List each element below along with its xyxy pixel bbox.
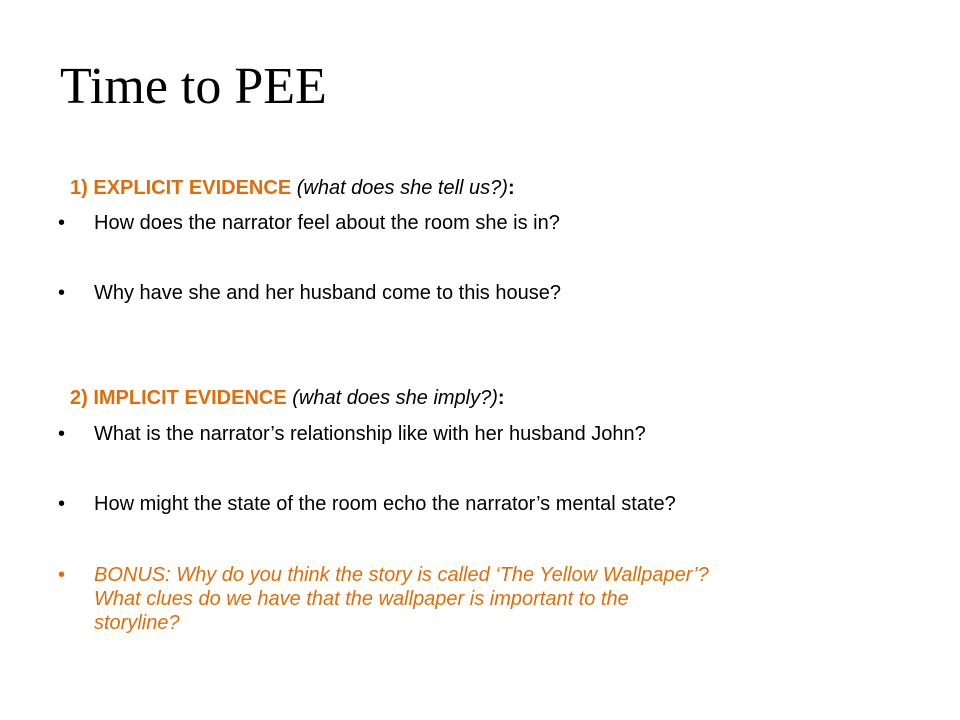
bonus-text <box>94 563 918 635</box>
bullet-text: What is the narrator’s relationship like with her husband John? <box>94 423 646 445</box>
implicit-evidence-label: 2) IMPLICIT EVIDENCE <box>70 387 287 409</box>
bullet-point-icon: • <box>58 282 66 304</box>
bonus-line-1: BONUS: Why do you think the story is called ‘The Yellow Wallpaper’? <box>94 564 709 586</box>
bonus-line-2: What clues do we have that the wallpaper is important to the <box>94 588 629 610</box>
implicit-bullet-1 <box>58 422 918 446</box>
bonus-line-3: storyline? <box>94 612 180 634</box>
bullet-point-icon: • <box>58 212 66 234</box>
explicit-evidence-heading <box>70 176 515 200</box>
bullet-text: Why have she and her husband come to this house? <box>94 282 561 304</box>
bonus-bullet <box>58 563 918 635</box>
slide-title: Time to PEE <box>60 58 327 115</box>
explicit-evidence-label: 1) EXPLICIT EVIDENCE <box>70 177 292 199</box>
bullet-text: How does the narrator feel about the room she is in? <box>94 212 560 234</box>
implicit-evidence-colon: : <box>497 387 505 409</box>
bullet-point-icon: • <box>58 493 66 515</box>
implicit-bullet-2 <box>58 492 918 516</box>
explicit-evidence-colon: : <box>507 177 515 199</box>
explicit-bullet-2 <box>58 281 918 305</box>
implicit-evidence-hint: (what does she imply?) <box>292 387 498 409</box>
bullet-point-icon: • <box>58 564 66 586</box>
explicit-bullet-1 <box>58 211 918 235</box>
explicit-evidence-hint: (what does she tell us?) <box>296 177 508 199</box>
bullet-text: How might the state of the room echo the narrator’s mental state? <box>94 493 676 515</box>
bullet-point-icon: • <box>58 423 66 445</box>
implicit-evidence-heading <box>70 386 505 410</box>
